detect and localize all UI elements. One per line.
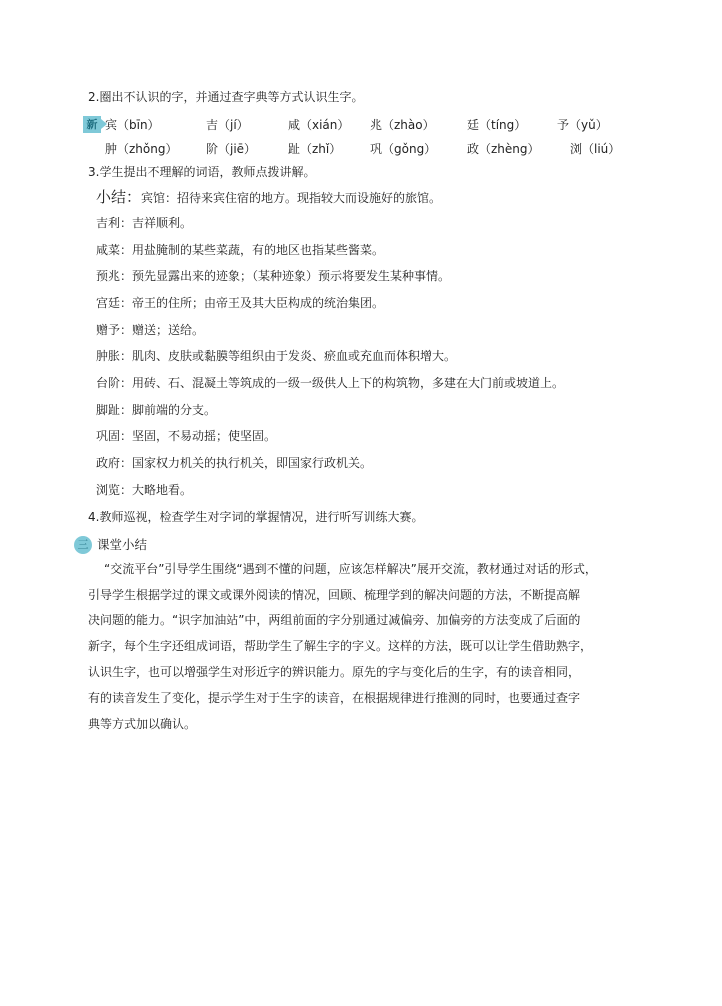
definition-item: 脚趾：脚前端的分支。	[96, 403, 217, 417]
step-3-instruction: 3.学生提出不理解的词语，教师点拨讲解。	[88, 165, 316, 179]
vocab-item: 宾（bīn）	[105, 118, 160, 132]
definition-item: 赠予：赠送；送给。	[96, 323, 205, 337]
step-2-instruction: 2.圈出不认识的字，并通过查字典等方式认识生字。	[88, 90, 364, 104]
vocab-item: 巩（gǒng）	[370, 142, 437, 156]
definition-item: 宫廷：帝王的住所；由帝王及其大臣构成的统治集团。	[96, 296, 385, 310]
summary-label: 小结：	[96, 188, 142, 206]
definition-item: 政府：国家权力机关的执行机关，即国家行政机关。	[96, 456, 373, 470]
definition-item: 吉利：吉祥顺利。	[96, 216, 193, 230]
definition-item: 肿胀：肌肉、皮肤或黏膜等组织由于发炎、瘀血或充血而体积增大。	[96, 349, 457, 363]
vocab-item: 政（zhèng）	[467, 142, 540, 156]
definition-item: 浏览：大略地看。	[96, 483, 193, 497]
definition-item: 巩固：坚固，不易动摇；使坚固。	[96, 429, 277, 443]
step-4-instruction: 4.教师巡视，检查学生对字词的掌握情况，进行听写训练大赛。	[88, 510, 424, 524]
vocab-item: 肿（zhǒng）	[105, 142, 178, 156]
vocab-item: 兆（zhào）	[370, 118, 435, 132]
definition-item: 咸菜：用盐腌制的某些菜蔬，有的地区也指某些酱菜。	[96, 243, 385, 257]
section-number-badge: 三	[74, 536, 92, 554]
section-title: 课堂小结	[97, 537, 148, 552]
paragraph-line: 新字，每个生字还组成词语，帮助学生了解生字的字义。这样的方法，既可以让学生借助熟字，	[88, 639, 593, 653]
paragraph-line: “交流平台”引导学生围绕“遇到不懂的问题，应该怎样解决”展开交流，教材通过对话的形式，	[104, 562, 597, 576]
vocab-item: 浏（liú）	[570, 142, 621, 156]
paragraph-line: 有的读音发生了变化，提示学生对于生字的读音，在根据规律进行推测的同时，也要通过查字	[88, 691, 581, 705]
vocab-item: 廷（tíng）	[467, 118, 527, 132]
vocab-item: 吉（jí）	[206, 118, 249, 132]
vocab-item: 咸（xián）	[288, 118, 350, 132]
vocab-item: 趾（zhǐ）	[288, 142, 342, 156]
definition-item: 宾馆：招待来宾住宿的地方。现指较大而设施好的旅馆。	[141, 191, 442, 205]
paragraph-line: 认识生字，也可以增强学生对形近字的辨识能力。原先的字与变化后的生字，有的读音相同，	[88, 665, 581, 679]
summary-first-line	[96, 189, 441, 206]
vocab-item: 予（yǔ）	[557, 118, 608, 132]
vocab-item: 阶（jiē）	[206, 142, 257, 156]
definition-item: 台阶：用砖、石、混凝土等筑成的一级一级供人上下的构筑物，多建在大门前或坡道上。	[96, 376, 565, 390]
definition-item: 预兆：预先显露出来的迹象；（某种迹象）预示将要发生某种事情。	[96, 269, 451, 283]
paragraph-line: 引导学生根据学过的课文或课外阅读的情况，回顾、梳理学到的解决问题的方法，不断提高解	[88, 588, 581, 602]
paragraph-line: 决问题的能力。“识字加油站”中，两组前面的字分别通过减偏旁、加偏旁的方法变成了后面的	[88, 613, 581, 627]
paragraph-line: 典等方式加以确认。	[88, 717, 197, 731]
new-words-badge-icon: 新	[83, 116, 101, 133]
